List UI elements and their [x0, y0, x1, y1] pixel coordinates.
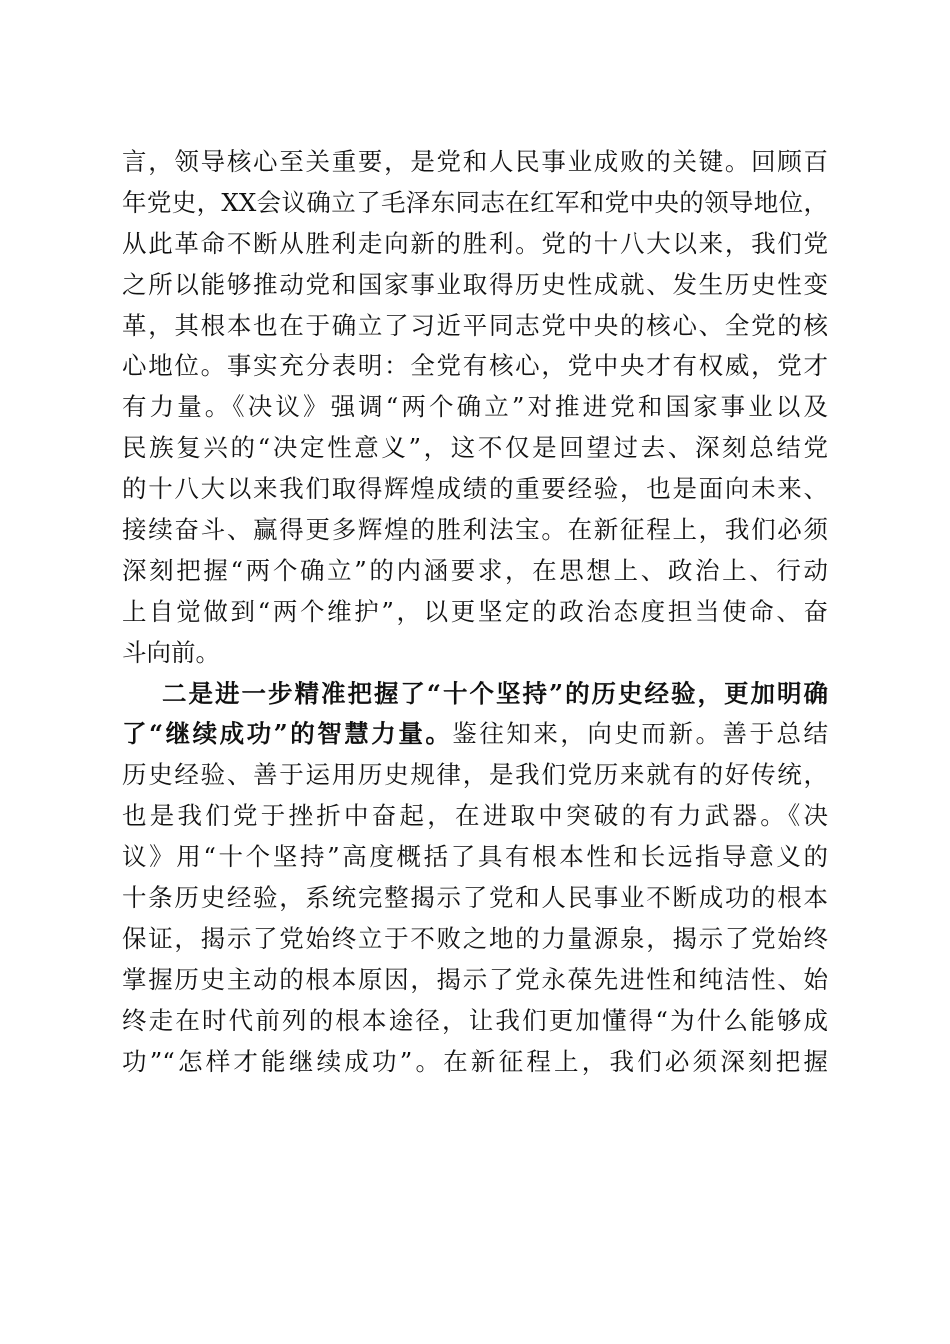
- document-body: [122, 142, 828, 1082]
- text-line: [122, 714, 828, 755]
- text-line: 之所以能够推动党和国家事业取得历史性成就、发生历史性变: [122, 269, 828, 299]
- text-line: 民族复兴的“决定性意义”，这不仅是回望过去、深刻总结党: [122, 433, 828, 463]
- text-line: 深刻把握“两个确立”的内涵要求，在思想上、政治上、行动: [122, 555, 828, 585]
- text-line: 革，其根本也在于确立了习近平同志党中央的核心、全党的核: [122, 310, 828, 340]
- text-line: 斗向前。: [122, 637, 220, 667]
- paragraph-heading-text: 二是进一步精准把握了“十个坚持”的历史经验，更加明确: [162, 678, 828, 708]
- text-line: 从此革命不断从胜利走向新的胜利。党的十八大以来，我们党: [122, 228, 828, 258]
- text-line: 言，领导核心至关重要，是党和人民事业成败的关键。回顾百: [122, 147, 828, 176]
- text-line: 历史经验、善于运用历史规律，是我们党历来就有的好传统，: [122, 760, 828, 790]
- text-line: 接续奋斗、赢得更多辉煌的胜利法宝。在新征程上，我们必须: [122, 515, 828, 545]
- paragraph-1: [122, 142, 828, 674]
- paragraph-2: [122, 674, 828, 1083]
- text-line: 心地位。事实充分表明：全党有核心，党中央才有权威，党才: [122, 351, 828, 381]
- text-line: 年党史，XX会议确立了毛泽东同志在红军和党中央的领导地位，: [122, 187, 828, 217]
- text-line: 功”“怎样才能继续成功”。在新征程上，我们必须深刻把握: [122, 1046, 828, 1076]
- paragraph-heading-text: 了“继续成功”的智慧力量。: [122, 719, 453, 749]
- text-run: 鉴往知来，向史而新。善于总结: [452, 719, 828, 749]
- text-line: 也是我们党于挫折中奋起，在进取中突破的有力武器。《决: [122, 801, 828, 831]
- text-line: 十条历史经验，系统完整揭示了党和人民事业不断成功的根本: [122, 883, 828, 913]
- text-line: 上自觉做到“两个维护”，以更坚定的政治态度担当使命、奋: [122, 596, 828, 626]
- text-line: 的十八大以来我们取得辉煌成绩的重要经验，也是面向未来、: [122, 474, 828, 504]
- paragraph-heading-line: [122, 674, 828, 715]
- text-line: 掌握历史主动的根本原因，揭示了党永葆先进性和纯洁性、始: [122, 964, 828, 994]
- text-line: 议》用“十个坚持”高度概括了具有根本性和长远指导意义的: [122, 842, 828, 872]
- text-line: 终走在时代前列的根本途径，让我们更加懂得“为什么能够成: [122, 1005, 828, 1035]
- text-line: 有力量。《决议》强调“两个确立”对推进党和国家事业以及: [122, 392, 828, 422]
- text-line: 保证，揭示了党始终立于不败之地的力量源泉，揭示了党始终: [122, 923, 828, 953]
